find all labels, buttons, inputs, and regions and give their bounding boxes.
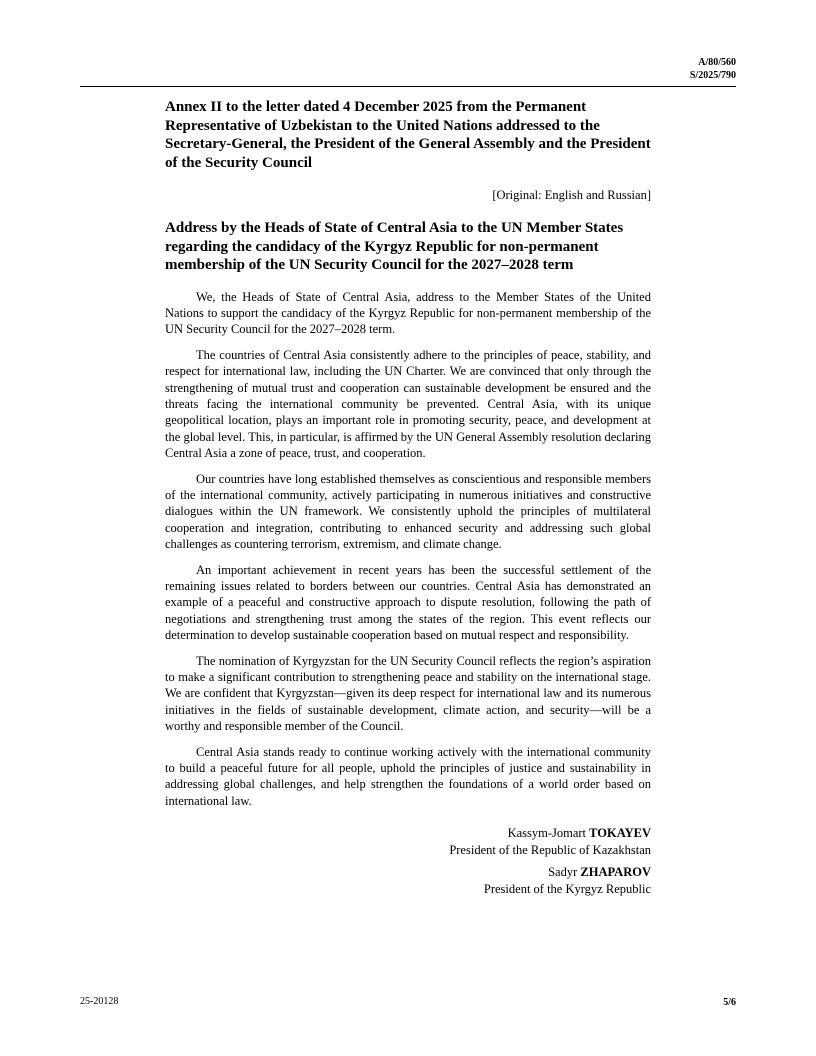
document-body [165, 98, 651, 898]
annex-title: Annex II to the letter dated 4 December 2025 from the Permanent Representative of Uzbekistan to the United Nations addressed to the Secretary-General, the President of the General Assembly and the President of the Security Council [165, 99, 651, 171]
signatory-surname: TOKAYEV [589, 826, 651, 841]
footer-page-number: 5/6 [723, 997, 736, 1008]
signatory-surname: ZHAPAROV [580, 865, 651, 880]
signature-tokayev [165, 825, 651, 859]
address-title: Address by the Heads of State of Central Asia to the UN Member States regarding the candidacy of the Kyrgyz Republic for non-permanent membership of the UN Security Council for the 2027–2028 term [165, 220, 624, 273]
document-symbol-sc: S/2025/790 [689, 70, 736, 81]
signature-zhaparov [165, 864, 651, 898]
paragraph-border-settlement: An important achievement in recent years has been the successful settlement of the remaining issues related to borders between our countries. Central Asia has demonstrated an example of a peaceful and constructive approach to dispute resolution, following the path of negotiations and strengthening trust among the states of the region. This event reflects our determination to develop sustainable cooperation based on mutual respect and responsibility. [165, 562, 651, 643]
signatory-name [165, 864, 651, 881]
paragraph-principles: The countries of Central Asia consistently adhere to the principles of peace, stability, and respect for international law, including the UN Charter. We are convinced that only through the strengthening of mutual trust and cooperation can sustainable development be ensured and the threats facing the international community be prevented. Central Asia, with its unique geopolitical location, plays an important role in promoting security, peace, and development at the global level. This, in particular, is affirmed by the UN General Assembly resolution declaring Central Asia a zone of peace, trust, and cooperation. [165, 347, 651, 461]
signatory-title: President of the Kyrgyz Republic [483, 882, 651, 897]
signatory-given-name: Kassym-Jomart [507, 826, 587, 841]
signatory-name [165, 825, 651, 842]
document-symbols [690, 56, 736, 82]
paragraph-responsible-members: Our countries have long established themselves as conscientious and responsible members of the international community, actively participating in numerous initiatives and constructive dialogues within the UN framework. We consistently uphold the principles of multilateral cooperation and integration, contributing to enhanced security and addressing such global challenges as countering terrorism, extremism, and climate change. [165, 471, 651, 552]
signature-blocks [165, 825, 651, 898]
document-symbol-ga: A/80/560 [698, 57, 736, 68]
original-language-note: [Original: English and Russian] [492, 188, 651, 202]
paragraph-support-candidacy: We, the Heads of State of Central Asia, address to the Member States of the United Nations to support the candidacy of the Kyrgyz Republic for non-permanent membership of the UN Security Council for the 2027–2028 term. [165, 289, 651, 337]
header-rule [80, 86, 736, 87]
footer-job-number: 25-20128 [80, 996, 119, 1007]
signatory-title: President of the Republic of Kazakhstan [449, 843, 651, 858]
signatory-given-name: Sadyr [548, 865, 578, 880]
paragraph-ready-to-work: Central Asia stands ready to continue working actively with the international community to build a peaceful future for all people, uphold the principles of justice and sustainability in addressing global challenges, and help strengthen the foundations of a world order based on international law. [165, 744, 651, 808]
paragraph-nomination: The nomination of Kyrgyzstan for the UN Security Council reflects the region’s aspiration to make a significant contribution to strengthening peace and stability on the international stage. We are confident that Kyrgyzstan—given its deep respect for international law and its numerous initiatives in the fields of sustainable development, climate action, and security—will be a worthy and responsible member of the Council. [165, 653, 651, 734]
